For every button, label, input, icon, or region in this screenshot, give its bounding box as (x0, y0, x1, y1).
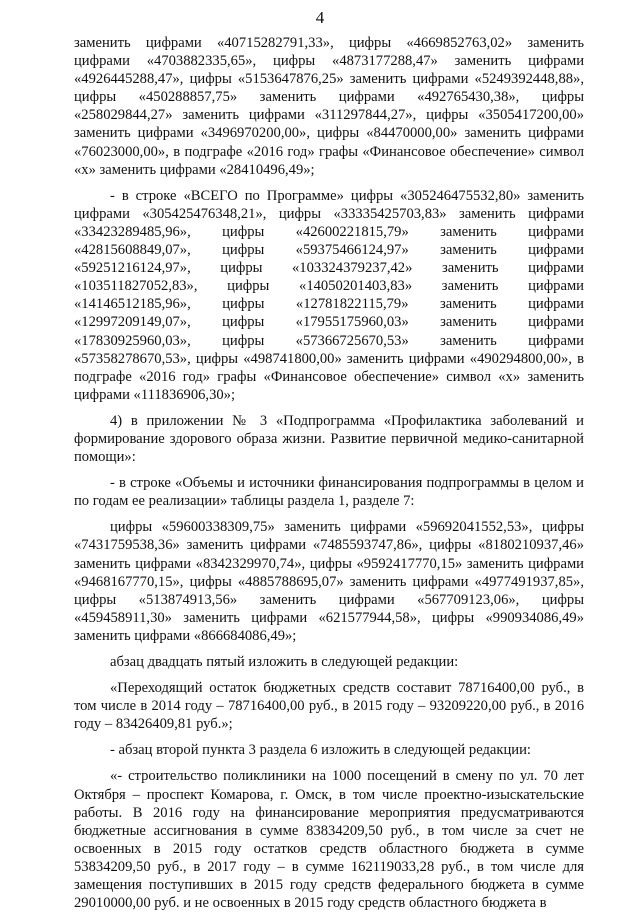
paragraph-carryover: «Переходящий остаток бюджетных средств составит 78716400,00 руб., в том числе в 2014 году – 78716400,00 руб., в 2015 году – 93209220,00 руб., в 2016 году – 83426409,81 руб.»; (74, 680, 584, 733)
paragraph-clinic-construction: «- строительство поликлиники на 1000 посещений в смену по ул. 70 лет Октября – проспект Комарова, г. Омск, в том числе проектно-изыскательские работы. В 2016 году на финансирование мероприятия предусматриваются бюджетные ассигнования в сумме 83834209,50 руб., в том числе за счет не освоенных в 2015 году остатков средств областного бюджета в сумме 53834209,50 руб., в 2017 году – в сумме 162119033,28 руб., в том числе для замещения поступивших в 2015 году средств федерального бюджета в сумме 29010000,00 руб. и не освоенных в 2015 году средств областного бюджета в (74, 768, 584, 912)
paragraph-financing-row: - в строке «Объемы и источники финансирования подпрограммы в целом и по годам ее реализации» таблицы раздела 1, разделе 7: (74, 475, 584, 510)
paragraph-budget-replacements: заменить цифрами «40715282791,33», цифры «4669852763,02» заменить цифрами «4703882335,65», цифры «4873177288,47» заменить цифрами «4926445288,47», цифры «5153647876,25» заменить цифрами «5249392448,88», цифры «450288857,75» заменить цифрами «492765430,38», цифры «258029844,27» заменить цифрами «311297844,27», цифры «3505417200,00» заменить цифрами «3496970200,00», цифры «84470000,00» заменить цифрами «76023000,00», в подграфе «2016 год» графы «Финансовое обеспечение» символ «х» заменить цифрами «28410496,49»; (74, 35, 584, 178)
paragraph-twenty-fifth: абзац двадцать пятый изложить в следующей редакции: (110, 654, 459, 670)
paragraph-appendix-3: 4) в приложении № 3 «Подпрограмма «Профилактика заболеваний и формирование здорового образа жизни. Развитие первичной медико-санитарной помощи»: (74, 412, 584, 466)
page-number: 4 (315, 8, 325, 27)
document-body (74, 34, 584, 912)
paragraph-section-6: - абзац второй пункта 3 раздела 6 изложить в следующей редакции: (110, 742, 531, 759)
paragraph-figures-replacements: цифры «59600338309,75» заменить цифрами «59692041552,53», цифры «7431759538,36» заменить цифрами «7485593747,86», цифры «8180210937,46» заменить цифрами «8342329970,74», цифры «9592417770,15» заменить цифрами «9468167770,15», цифры «4885788695,07» заменить цифрами «4977491937,85», цифры «513874913,56» заменить цифрами «567709123,06», цифры «459458911,30» заменить цифрами «621577944,58», цифры «990934086,49» заменить цифрами «866684086,49»; (74, 519, 584, 644)
paragraph-total-program: - в строке «ВСЕГО по Программе» цифры «305246475532,80» заменить цифрами «305425476348,21», цифры «33335425703,83» заменить цифрами «33423289485,96», цифры «42600221815,79» заменить цифрами «42815608849,07», цифры «59375466124,97» заменить цифрами «59251216124,97», цифры «103324379237,42» заменить цифрами «103511827052,83», цифры «14050201403,83» заменить цифрами «14146512185,96», цифры «12781822115,79» заменить цифрами «12997209149,07», цифры «17955175960,03» заменить цифрами «17830925960,03», цифры «57366725670,53» заменить цифрами «57358278670,53», цифры «498741800,00» заменить цифрами «490294800,00», в подграфе «2016 год» графы «Финансовое обеспечение» символ «х» заменить цифрами «111836906,30»; (74, 187, 584, 403)
